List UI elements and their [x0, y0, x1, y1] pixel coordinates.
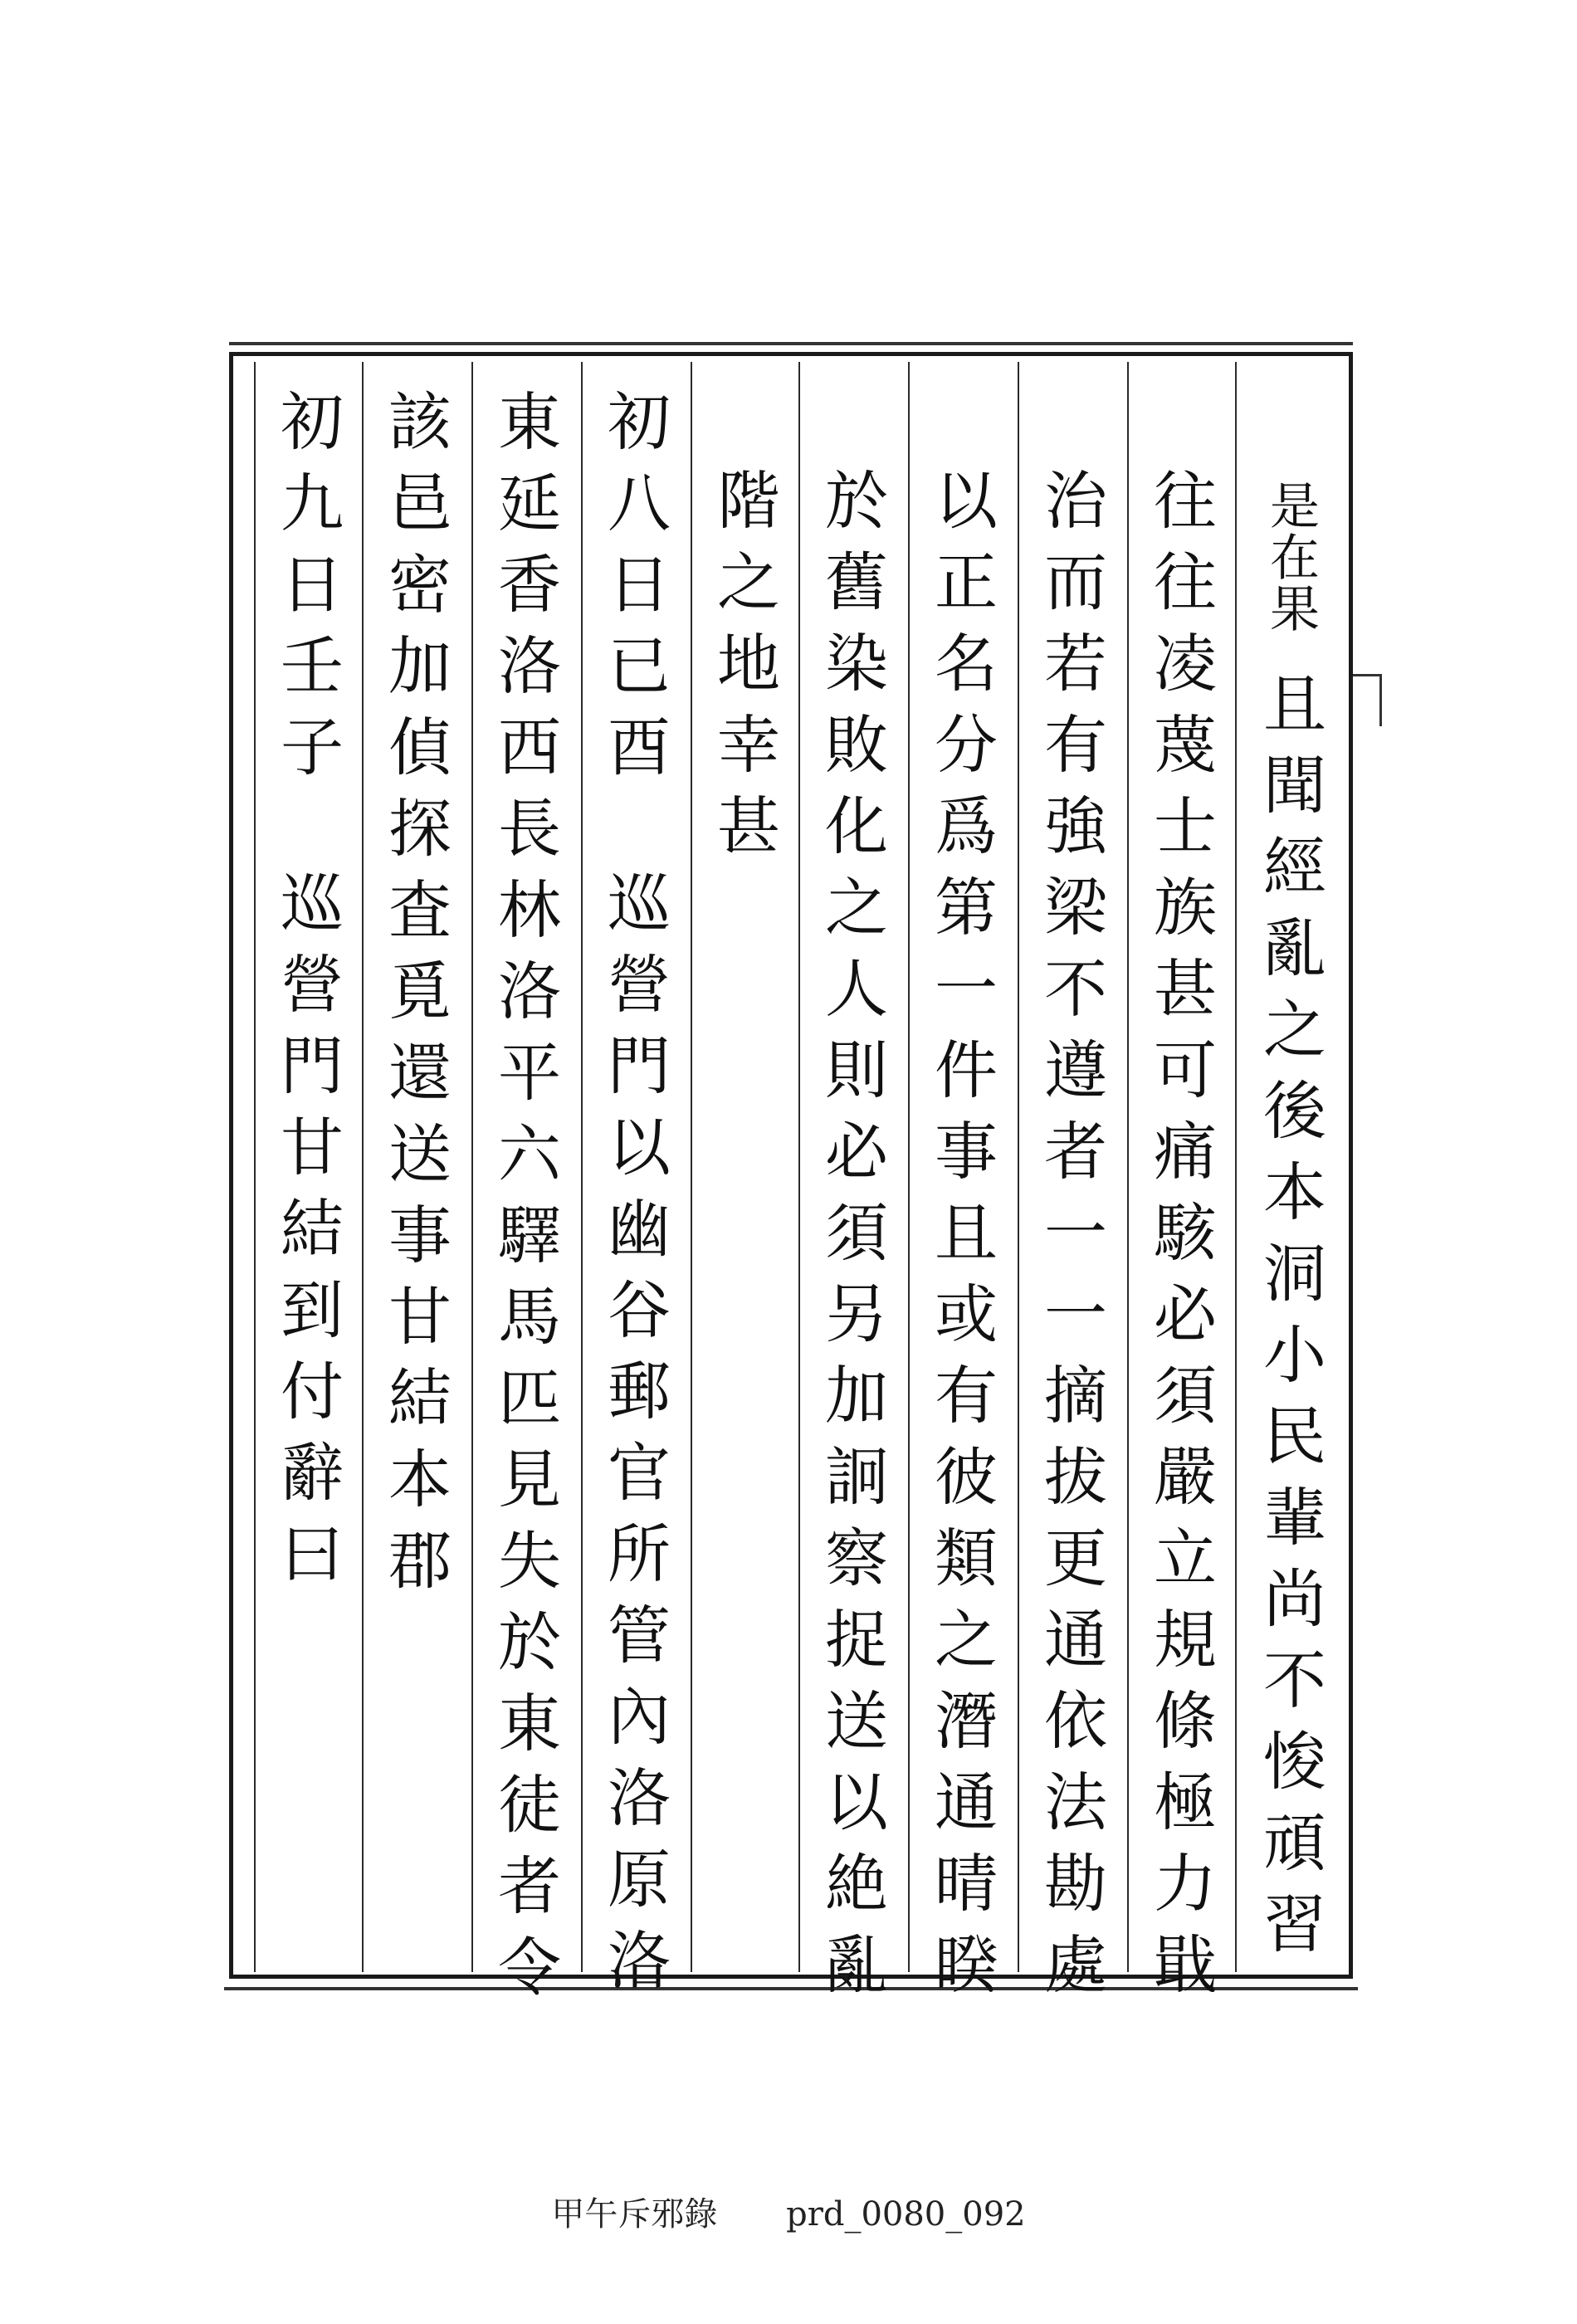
text-column-9 — [370, 382, 470, 1602]
column-divider — [798, 362, 800, 1972]
column-divider — [908, 362, 910, 1972]
text-column-2-text: 往 往 凌 蔑 士 族 甚 可 痛 駭 必 須 嚴 立 規 條 極 力 戢 — [1154, 464, 1217, 2002]
text-column-3-text: 治 而 若 有 強 梁 不 遵 者 一 一 摘 拔 更 通 依 法 勘 處 — [1044, 464, 1107, 2002]
book-title: 甲午斥邪錄 — [551, 2195, 718, 2234]
column-divider — [1018, 362, 1019, 1972]
text-column-5-text: 於 舊 染 敗 化 之 人 則 必 須 另 加 詗 察 捉 送 以 絶 亂 — [825, 464, 888, 2002]
text-column-2 — [1135, 461, 1235, 2006]
date-heading-8: 初 八 日 已 酉 — [608, 385, 671, 784]
column-divider — [1235, 362, 1237, 1972]
text-column-5 — [807, 461, 906, 2006]
text-column-10 — [262, 382, 362, 788]
text-column-7-text: 巡 營 門 以 幽 谷 郵 官 所 管 內 洛 原 洛 — [608, 867, 671, 1998]
page-code: prd_0080_092 — [786, 2195, 1026, 2234]
column-divider — [1127, 362, 1129, 1972]
text-column-1-head: 是 在 果 — [1270, 478, 1320, 639]
text-column-6 — [699, 461, 798, 867]
text-column-7-body — [589, 863, 689, 2002]
text-column-4 — [916, 461, 1016, 2006]
text-column-9-text: 該 邑 密 加 偵 探 査 覓 還 送 事 甘 結 本 郡 — [388, 385, 452, 1598]
column-divider — [362, 362, 364, 1972]
date-heading-9: 初 九 日 壬 子 — [281, 385, 344, 784]
column-divider — [691, 362, 692, 1972]
text-column-7 — [589, 382, 689, 788]
text-column-1-text: 且 聞 經 亂 之 後 本 洞 小 民 輩 尚 不 悛 頑 習 — [1263, 667, 1326, 1961]
frame-top-edge — [229, 342, 1353, 345]
column-divider — [471, 362, 473, 1972]
text-column-4-text: 以 正 名 分 爲 第 一 件 事 且 或 有 彼 類 之 潛 通 晴 睽 — [935, 464, 998, 2002]
text-column-1 — [1245, 478, 1345, 639]
margin-tab-mark — [1353, 674, 1382, 726]
text-column-8-text: 東 延 香 洛 西 長 林 洛 平 六 驛 馬 匹 見 失 於 東 徒 者 令 — [498, 385, 561, 2004]
text-column-3 — [1026, 461, 1125, 2006]
text-column-6-text: 階 之 地 幸 甚 — [717, 464, 780, 863]
page-footer — [0, 2188, 1577, 2235]
text-column-10-text: 巡 營 門 甘 結 到 付 辭 曰 — [281, 867, 344, 1591]
column-divider — [581, 362, 583, 1972]
column-divider — [254, 362, 256, 1972]
text-column-10-body — [262, 863, 362, 1595]
text-column-8 — [480, 382, 579, 2009]
text-column-1-body — [1245, 664, 1345, 1965]
